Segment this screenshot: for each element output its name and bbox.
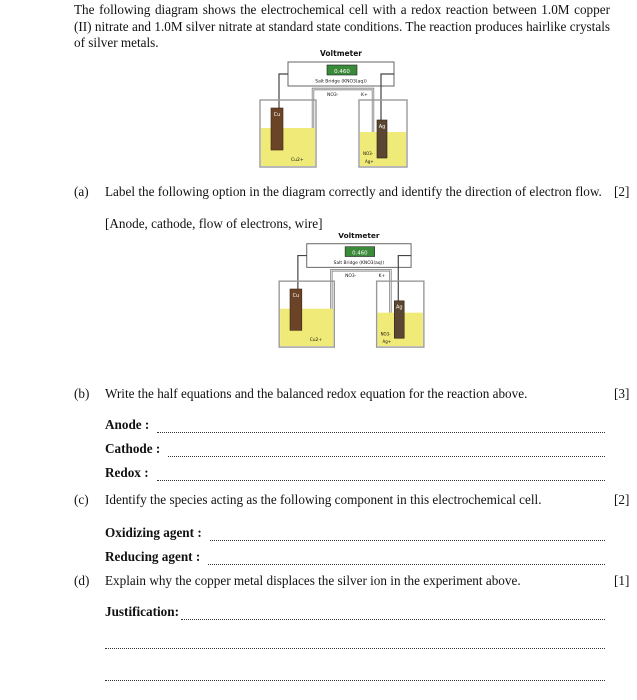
intro-paragraph: The following diagram shows the electrochemical cell with a redox reaction between 1.0M copper (II) nitrate and 1.0M silver nitrate at standard state conditions. The reaction produces hairlike crystals of silver metals. [74, 2, 610, 50]
left-ion-label: NO3- [327, 93, 339, 98]
right-ion-label: K+ [361, 93, 368, 98]
question-d-marks: [1] [614, 573, 630, 588]
anode-label: Anode : [105, 417, 150, 432]
cell-diagram-answer [272, 227, 434, 353]
left-solution-ion: Cu2+ [291, 158, 304, 163]
cathode-label: Cathode : [105, 441, 161, 456]
left-solution-ion: Cu2+ [309, 338, 323, 344]
justification-answer-line-3[interactable] [105, 680, 605, 681]
question-a-marks: [2] [614, 184, 630, 199]
voltmeter-reading: 0.460 [334, 69, 350, 75]
voltmeter-title: Voltmeter [320, 49, 362, 58]
anode-answer-field[interactable] [105, 417, 605, 433]
wire-left [279, 74, 288, 112]
oxidizing-agent-answer-line[interactable] [210, 529, 605, 541]
salt-bridge-label: Salt Bridge (KNO3(aq)) [315, 79, 367, 85]
question-b-text: Write the half equations and the balanced redox equation for the reaction above. [105, 386, 528, 401]
left-solution [261, 128, 315, 166]
question-b-marks: [3] [614, 386, 630, 401]
justification-field[interactable] [105, 604, 605, 620]
right-solution-ion-top: NO3- [380, 331, 391, 337]
right-ion-label: K+ [378, 274, 386, 280]
oxidizing-agent-field[interactable] [105, 525, 605, 541]
redox-answer-field[interactable] [105, 465, 605, 481]
oxidizing-agent-label: Oxidizing agent : [105, 525, 202, 540]
reducing-agent-field[interactable] [105, 549, 605, 565]
reducing-agent-label: Reducing agent : [105, 549, 201, 564]
silver-electrode-label: Ag [378, 124, 386, 130]
cathode-answer-field[interactable] [105, 441, 605, 457]
right-solution-ion-top: NO3- [363, 151, 374, 156]
left-solution [280, 309, 333, 346]
right-solution-ion-bottom: Ag+ [382, 339, 391, 345]
question-c-label: (c) [74, 492, 89, 507]
redox-label: Redox : [105, 465, 149, 480]
justification-label: Justification: [105, 604, 179, 619]
voltmeter-title: Voltmeter [338, 230, 380, 240]
cathode-answer-line[interactable] [168, 445, 605, 457]
copper-electrode-label: Cu [292, 292, 300, 299]
question-d-text: Explain why the copper metal displaces the silver ion in the experiment above. [105, 573, 521, 588]
question-a-text: Label the following option in the diagram correctly and identify the direction of electron flow. [105, 184, 602, 199]
salt-bridge-label: Salt Bridge (KNO3(aq)) [333, 260, 385, 266]
question-a-options: [Anode, cathode, flow of electrons, wire] [105, 216, 323, 231]
question-c-text: Identify the species acting as the following component in this electrochemical cell. [105, 492, 542, 507]
wire-left [298, 256, 307, 293]
left-ion-label: NO3- [345, 274, 357, 280]
redox-answer-line[interactable] [157, 469, 605, 481]
justification-answer-line-2[interactable] [105, 648, 605, 649]
question-d-label: (d) [74, 573, 90, 588]
right-solution-ion-bottom: Ag+ [365, 159, 374, 164]
question-b-label: (b) [74, 386, 90, 401]
silver-electrode-label: Ag [396, 304, 403, 311]
question-c-marks: [2] [614, 492, 630, 507]
justification-answer-line[interactable] [181, 608, 605, 620]
cell-diagram-top [255, 45, 415, 173]
question-a-label: (a) [74, 184, 89, 199]
anode-answer-line[interactable] [157, 421, 605, 433]
reducing-agent-answer-line[interactable] [208, 553, 605, 565]
voltmeter-reading: 0.460 [352, 250, 368, 257]
copper-electrode-label: Cu [273, 112, 281, 118]
